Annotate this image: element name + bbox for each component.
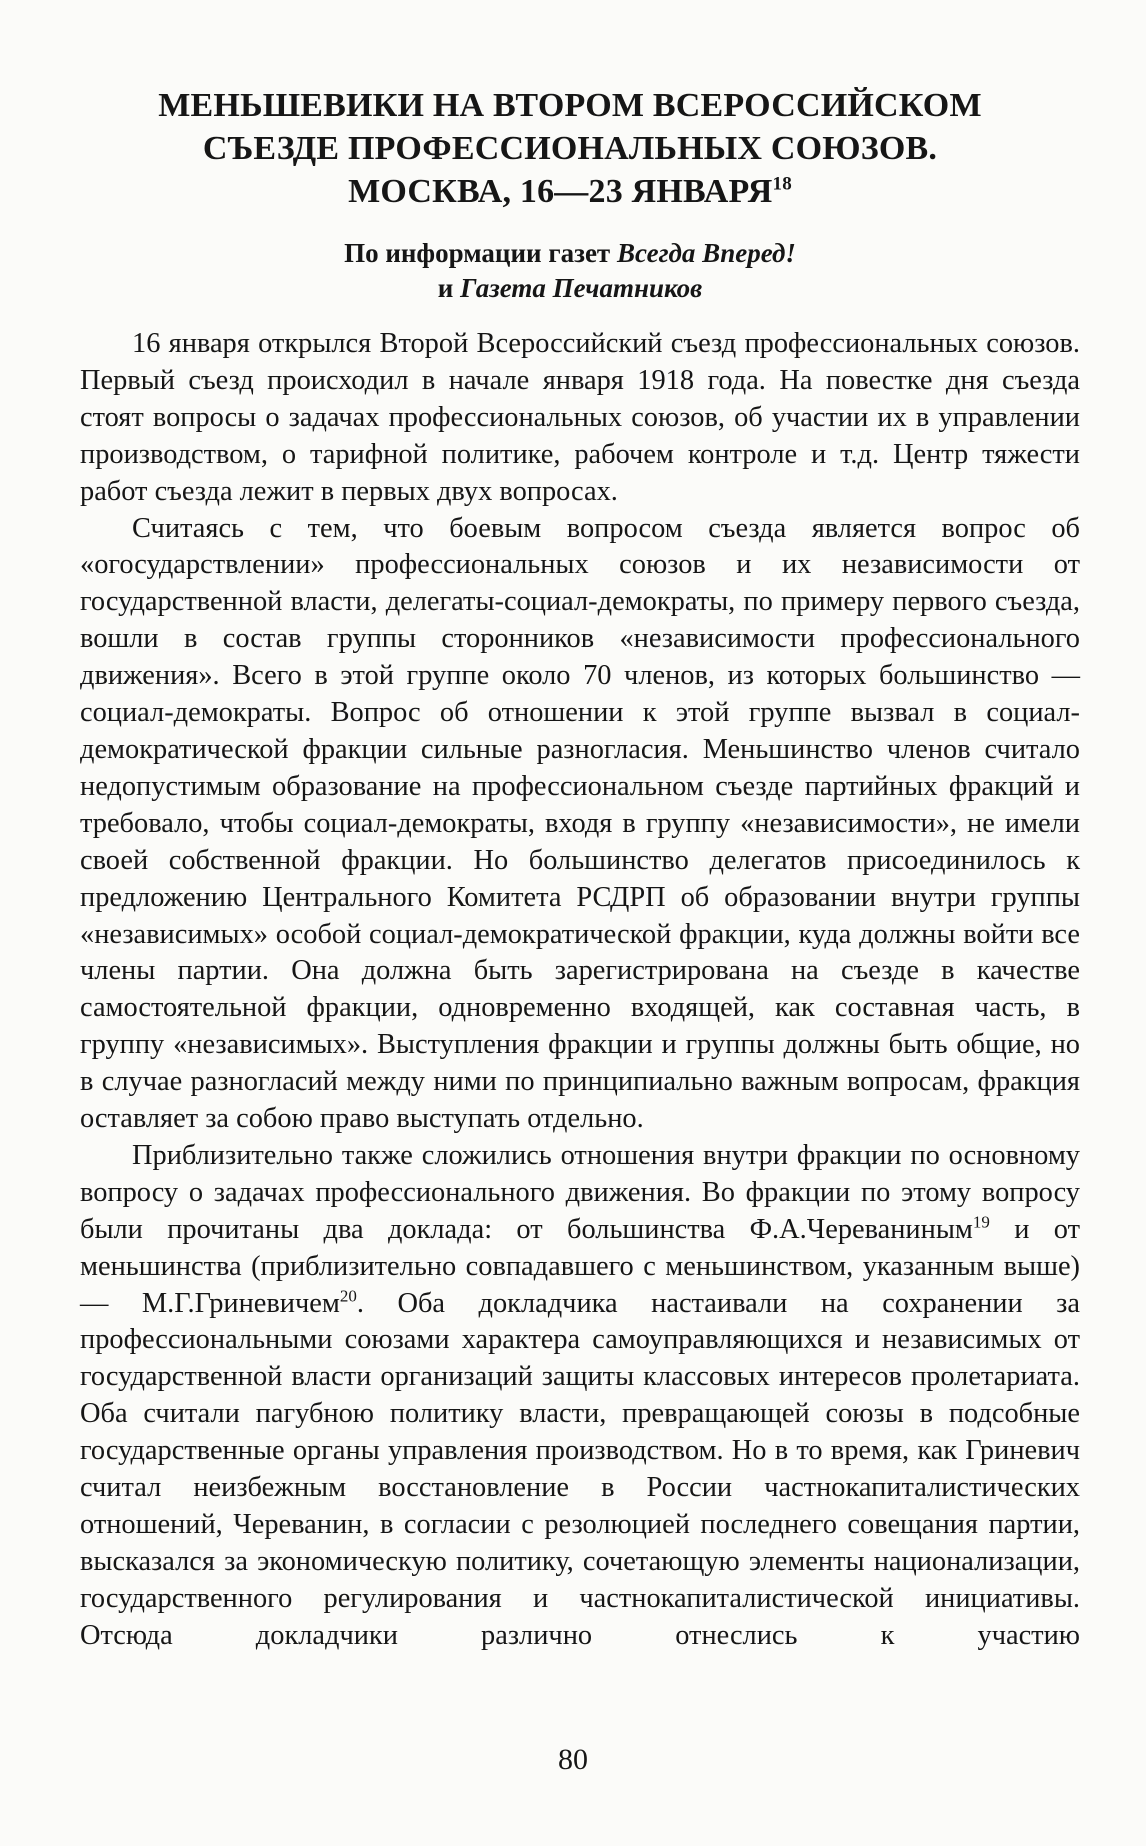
page-number: 80 <box>558 1743 588 1776</box>
paragraph-3 <box>80 1138 1080 1655</box>
paragraph-3-part-3: . Оба докладчика настаивали на сохранении за профессиональными союзами характера самоуправляющихся и независимых от государственной власти организаций защиты классовых интересов пролетариата. Оба считали пагубною политику власти, превращающей союзы в подсобные государственные органы управления производством. Но в то время, как Гриневич считал неизбежным восстановление в России частнокапиталистических отношений, Череванин, в согласии с резолюцией последнего совещания партии, высказался за экономическую политику, сочетающую элементы национализации, государственного регулирования и частнокапиталистической инициативы. Отсюда докладчики различно отнеслись к участию <box>80 1287 1080 1651</box>
source-conjunction: и <box>437 273 461 303</box>
title-footnote-ref: 18 <box>772 173 792 195</box>
source-line-1 <box>120 236 1020 271</box>
paragraph-1: 16 января открылся Второй Всероссийский съезд профессиональных союзов. Первый съезд происходил в начале января 1918 года. На повестке дня съезда стоят вопросы о задачах профессиональных союзов, об участии их в управлении производством, о тарифной политике, рабочем контроле и т.д. Центр тяжести работ съезда лежит в первых двух вопросах. <box>80 328 1080 507</box>
chapter-title <box>120 84 1020 213</box>
paragraph-3-part-1: Приблизительно также сложились отношения внутри фракции по основному вопросу о задачах профессионального движения. Во фракции по этому вопросу были прочитаны два доклада: от большинства Ф.А.Череваниным <box>80 1139 1080 1245</box>
source-paper-2: Газета Печатников <box>460 273 703 303</box>
source-line-2 <box>120 271 1020 306</box>
source-paper-1: Всегда Вперед! <box>616 238 796 268</box>
article-body <box>80 326 1080 1655</box>
title-line-3-text: МОСКВА, 16—23 ЯНВАРЯ <box>348 173 773 210</box>
source-attribution <box>120 236 1020 306</box>
source-prefix: По информации газет <box>344 238 617 268</box>
footnote-ref-19: 19 <box>972 1212 990 1232</box>
title-line-3 <box>120 170 1020 213</box>
paragraph-3-part-2: и от меньшинства (приблизительно совпадавшего с меньшинством, указанным выше) — М.Г.Гриневичем <box>80 1213 1080 1319</box>
paragraph-2: Считаясь с тем, что боевым вопросом съезда является вопрос об «огосударствлении» профессиональных союзов и их независимости от государственной власти, делегаты-социал-демократы, по примеру первого съезда, вошли в состав группы сторонников «независимости профессионального движения». Всего в этой группе около 70 членов, из которых большинство — социал-демократы. Вопрос об отношении к этой группе вызвал в социал-демократической фракции сильные разногласия. Меньшинство членов считало недопустимым образование на профессиональном съезде партийных фракций и требовало, чтобы социал-демократы, входя в группу «независимости», не имели своей собственной фракции. Но большинство делегатов присоединилось к предложению Центрального Комитета РСДРП об образовании внутри группы «независимых» особой социал-демократической фракции, куда должны войти все члены партии. Она должна быть зарегистрирована на съезде в качестве самостоятельной фракции, одновременно входящей, как составная часть, в группу «независимых». Выступления фракции и группы должны быть общие, но в случае разногласий между ними по принципиально важным вопросам, фракция оставляет за собою право выступать отдельно. <box>80 512 1080 1135</box>
footnote-ref-20: 20 <box>339 1286 357 1306</box>
title-line-1: МЕНЬШЕВИКИ НА ВТОРОМ ВСЕРОССИЙСКОМ <box>158 87 982 124</box>
title-line-2: СЪЕЗДЕ ПРОФЕССИОНАЛЬНЫХ СОЮЗОВ. <box>202 130 938 167</box>
